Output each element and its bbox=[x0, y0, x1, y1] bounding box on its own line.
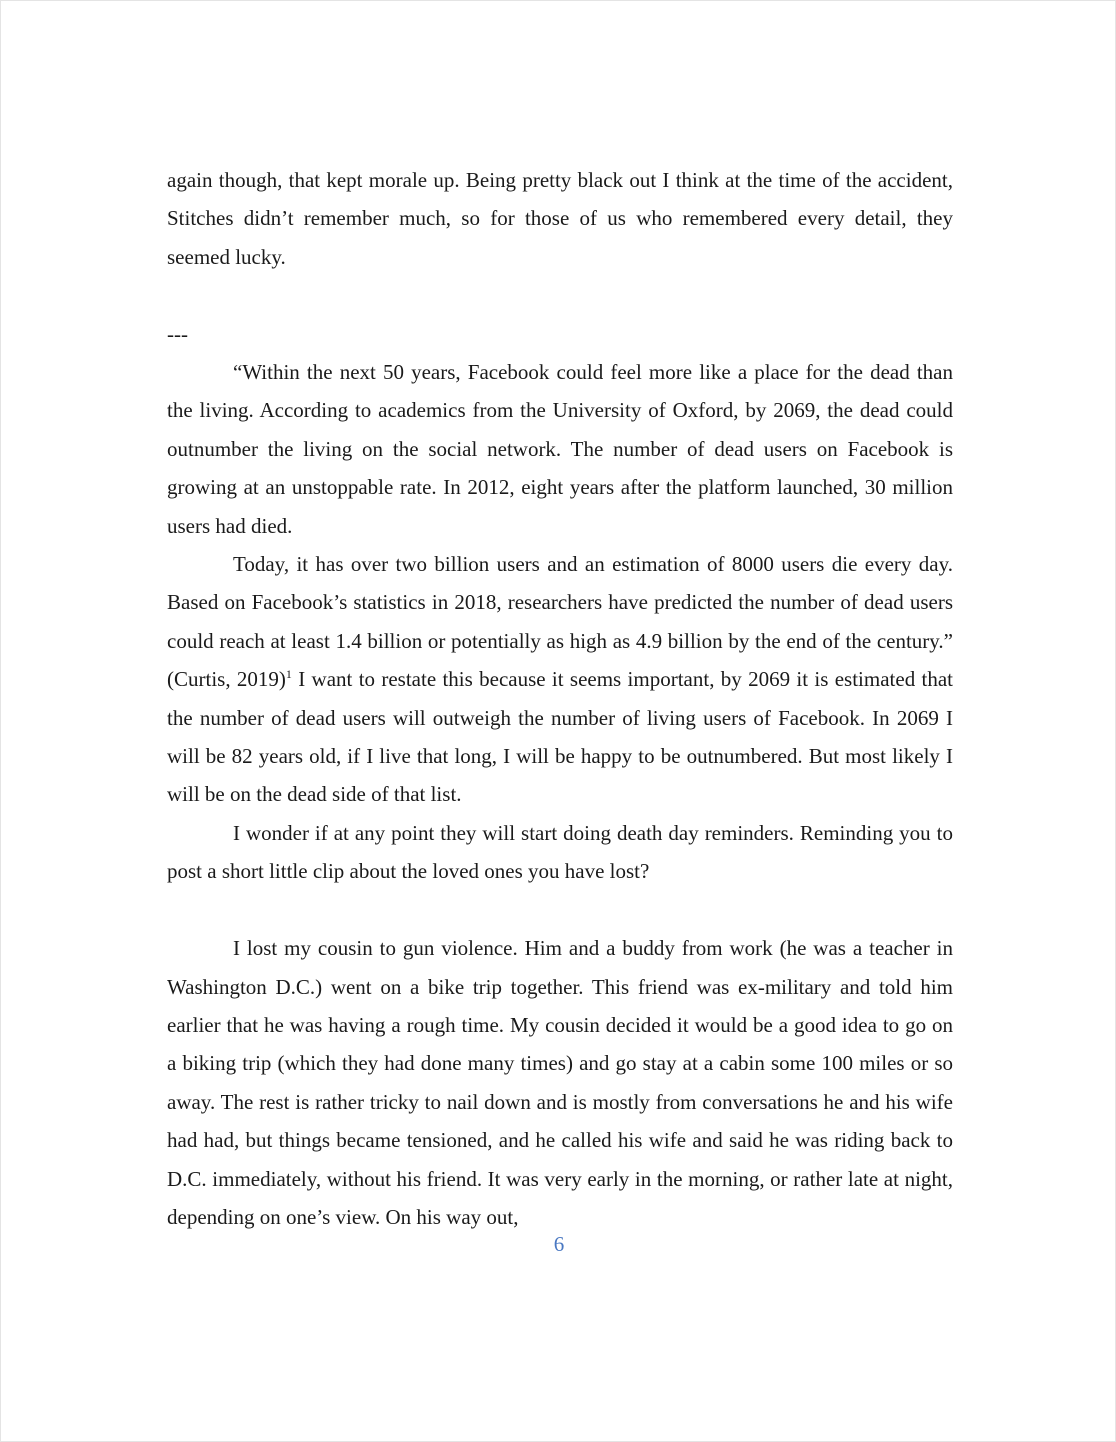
page-number: 6 bbox=[553, 1232, 565, 1256]
cousin-paragraph: I lost my cousin to gun violence. Him and a buddy from work (he was a teacher in Washington D.C.) went on a bike trip together. This friend was ex-military and told him earlier that he was having a rough time. My cousin decided it would be a good idea to go on a biking trip (which they had done many times) and go stay at a cabin some 100 miles or so away. The rest is rather tricky to nail down and is mostly from conversations he and his wife had had, but things became tensioned, and he called his wife and said he was riding back to D.C. immediately, without his friend. It was very early in the morning, or rather late at night, depending on one’s view. On his way out, bbox=[167, 936, 953, 1229]
paragraph-continuation: again though, that kept morale up. Being pretty black out I think at the time of the accident, Stitches didn’t remember much, so for those of us who remembered every detail, they seemed lucky. bbox=[167, 168, 953, 269]
paragraph-gap bbox=[167, 276, 953, 314]
commentary-text: I want to restate this because it seems important, by 2069 it is estimated that the number of dead users will outweigh the number of living users of Facebook. In 2069 I will be 82 years old, if I live that long, I will be happy to be outnumbered. But most likely I will be on the dead side of that list. bbox=[167, 667, 954, 807]
quote-paragraph: “Within the next 50 years, Facebook could feel more like a place for the dead than the living. According to academics from the University of Oxford, by 2069, the dead could outnumber the living on the social network. The number of dead users on Facebook is growing at an unstoppable rate. In 2012, eight years after the platform launched, 30 million users had died. bbox=[167, 360, 953, 538]
footnote-marker[interactable]: 1 bbox=[285, 667, 292, 682]
reminder-paragraph: I wonder if at any point they will start doing death day reminders. Reminding you to post a short little clip about the loved ones you have lost? bbox=[167, 820, 953, 884]
paragraph-gap bbox=[167, 891, 953, 929]
section-separator: --- bbox=[167, 321, 188, 346]
body-text bbox=[167, 161, 953, 1236]
quote-paragraph-continued bbox=[167, 545, 953, 814]
quote-text: Today, it has over two billion users and an estimation of 8000 users die every day. Based on Facebook’s statistics in 2018, researchers have predicted the number of dead users could reach at least 1.4 billion or potentially as high as 4.9 billion by the end of the century.” (Curtis, 2019) bbox=[167, 552, 953, 692]
